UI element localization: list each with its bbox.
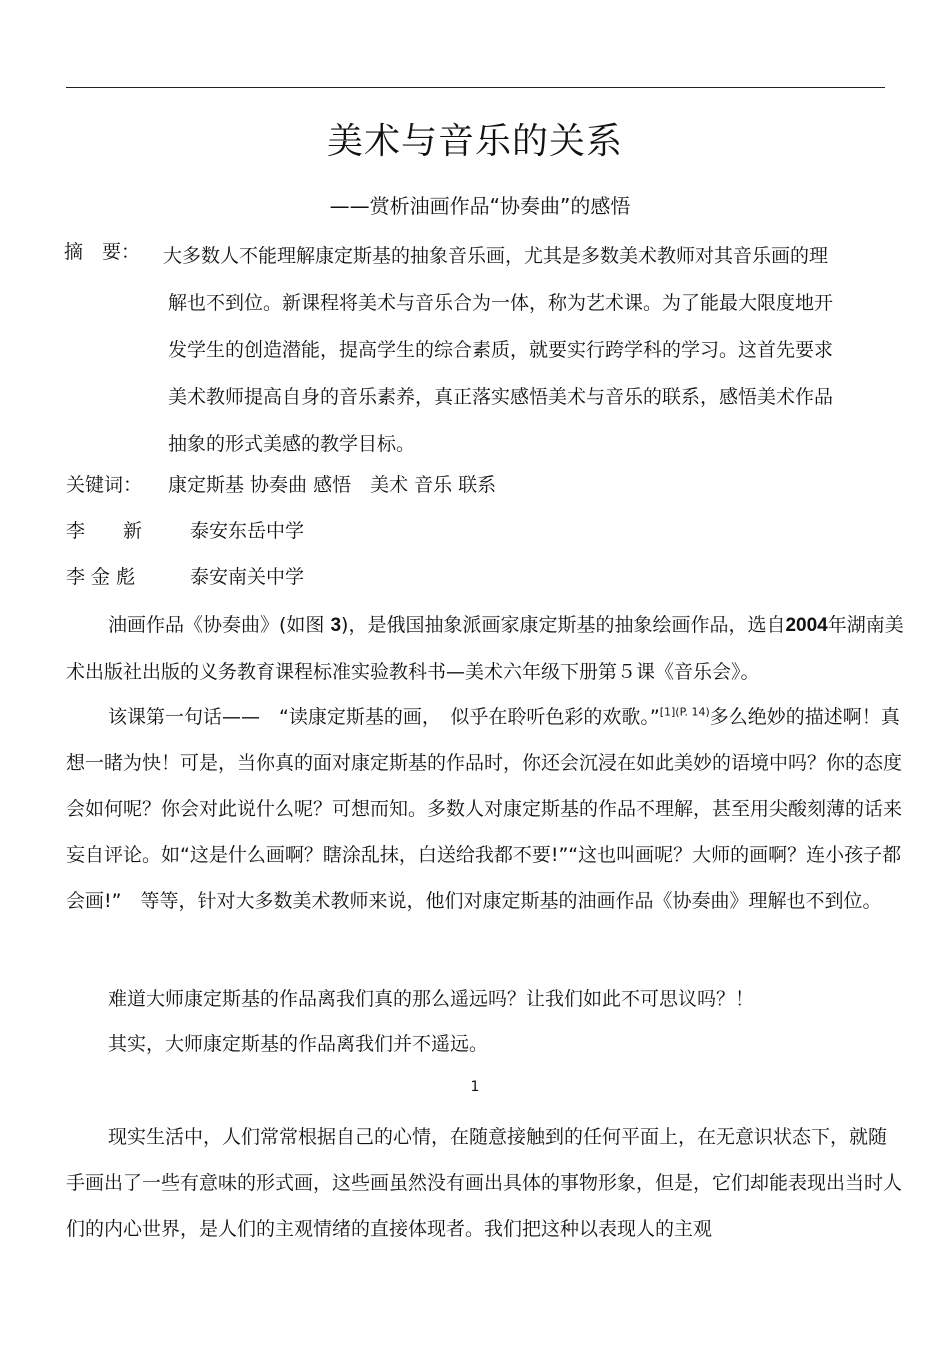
abstract-text — [163, 233, 903, 468]
body-paragraph-3 — [66, 976, 904, 1022]
author-name: 李 新 — [66, 520, 143, 542]
body-paragraph-5 — [66, 1114, 904, 1252]
page-title: 美术与音乐的关系 — [326, 121, 623, 162]
abstract-line: 大多数人不能理解康定斯基的抽象音乐画，尤其是多数美术教师对其音乐画的理 — [163, 245, 829, 267]
paragraph-text: 年湖南美术出版社出版的义务教育课程标准实验教科书—美术六年级下册第５课《音乐会》。 — [66, 614, 904, 683]
figure-number: 3 — [330, 615, 342, 636]
paragraph-text: )，是俄国抽象派画家康定斯基的抽象绘画作品，选自 — [341, 614, 786, 636]
citation-ref: [1](P. 14) — [659, 705, 710, 719]
page-subtitle: ——赏析油画作品“协奏曲”的感悟 — [329, 194, 631, 218]
author-school: 泰安南关中学 — [190, 566, 305, 588]
paragraph-text: 油画作品《协奏曲》(如图 — [108, 614, 331, 636]
page-number: 1 — [470, 1079, 480, 1095]
abstract-line: 发学生的创造潜能，提高学生的综合素质，就要实行跨学科的学习。这首先要求 — [168, 339, 834, 361]
body-paragraph-4 — [66, 1021, 904, 1067]
paragraph-text: 多么绝妙的描述啊！真想一睹为快！可是，当你真的面对康定斯基的作品时，你还会沉浸在如此美妙的语境中吗？你的态度会如何呢？你会对此说什么呢？可想而知。多数人对康定斯基的作品不理解，甚至用尖酸刻薄的话来妄自评论。如“这是什么画啊？瞎涂乱抹，白送给我都不要!”“这也叫画呢？大师的画啊？连小孩子都会画!” 等等，针对大多数美术教师来说，他们对康定斯基的油画作品《协奏曲》理解也不到位。 — [66, 706, 903, 912]
keywords-label: 关键词： — [66, 474, 143, 496]
paragraph-text: 其实，大师康定斯基的作品离我们并不遥远。 — [108, 1033, 489, 1055]
body-paragraph-2 — [66, 694, 904, 924]
abstract-label: 摘 要： — [64, 241, 141, 263]
paragraph-text: 现实生活中，人们常常根据自己的心情，在随意接触到的任何平面上，在无意识状态下，就随手画出了一些有意味的形式画，这些画虽然没有画出具体的事物形象，但是，它们却能表现出当时人们的内心世界，是人们的主观情绪的直接体现者。我们把这种以表现人的主观 — [66, 1126, 903, 1240]
paragraph-text: 难道大师康定斯基的作品离我们真的那么遥远吗？让我们如此不可思议吗？！ — [108, 988, 755, 1010]
header-rule — [66, 87, 885, 88]
paragraph-text: 该课第一句话—— “读康定斯基的画， 似乎在聆听色彩的欢歌。” — [108, 706, 660, 728]
year-number: 2004 — [785, 615, 828, 636]
author-school: 泰安东岳中学 — [190, 520, 305, 542]
abstract-line: 抽象的形式美感的教学目标。 — [168, 433, 416, 455]
abstract-line: 美术教师提高自身的音乐素养，真正落实感悟美术与音乐的联系，感悟美术作品 — [168, 386, 834, 408]
body-paragraph-1 — [66, 602, 904, 695]
keywords-value: 康定斯基 协奏曲 感悟 美术 音乐 联系 — [168, 474, 497, 496]
author-name: 李 金 彪 — [66, 566, 136, 588]
abstract-line: 解也不到位。新课程将美术与音乐合为一体，称为艺术课。为了能最大限度地开 — [168, 292, 834, 314]
